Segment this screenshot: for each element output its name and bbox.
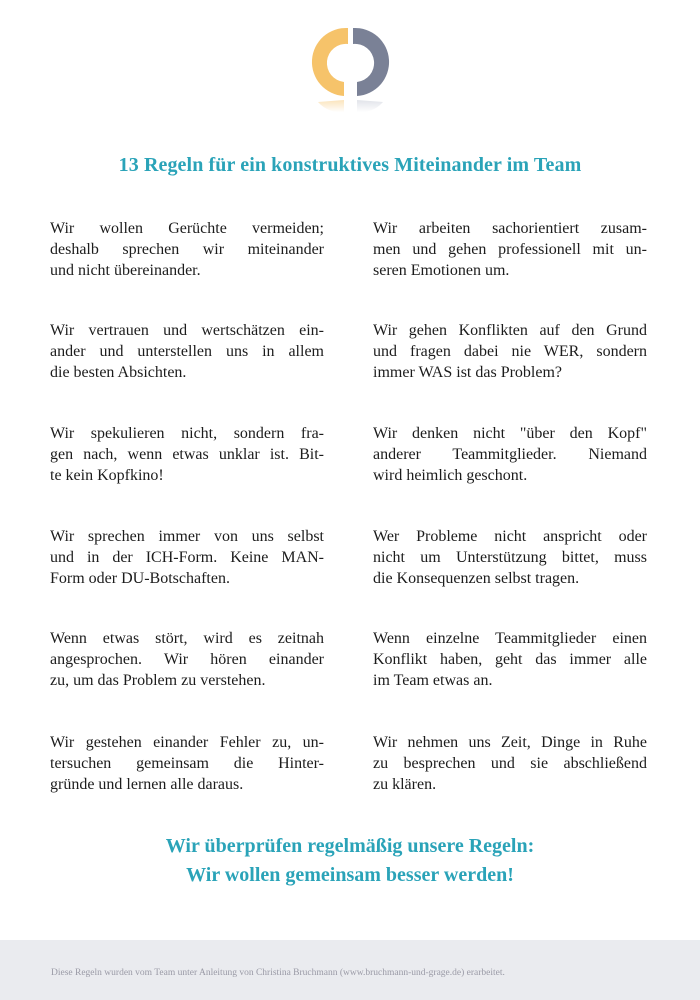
rule-line: zu klären. <box>373 776 437 793</box>
rule-line: Wenn etwas stört, wird es zeitnah <box>50 630 324 647</box>
rule-line: seren Emotionen um. <box>373 262 510 279</box>
rule-line: anderer Teammitglieder. Niemand <box>373 446 647 463</box>
rule-line: die Konsequenzen selbst tragen. <box>373 570 580 587</box>
rule-line: Wenn einzelne Teammitglieder einen <box>373 630 647 647</box>
rule-line: Wir gestehen einander Fehler zu, un- <box>50 734 324 751</box>
closing-line-2: Wir wollen gemeinsam besser werden! <box>186 864 514 886</box>
rule-line: nicht um Unterstützung bittet, muss <box>373 549 647 566</box>
rule-item <box>50 732 324 795</box>
rule-line: im Team etwas an. <box>373 672 493 689</box>
rule-line: gründe und lernen alle daraus. <box>50 776 244 793</box>
rule-item <box>50 526 324 589</box>
rule-line: Wir vertrauen und wertschätzen ein- <box>50 322 324 339</box>
rule-line: die besten Absichten. <box>50 364 187 381</box>
closing-statement <box>0 832 700 890</box>
rule-line: wird heimlich geschont. <box>373 467 528 484</box>
rule-item <box>50 628 324 691</box>
rule-line: deshalb sprechen wir miteinander <box>50 241 324 258</box>
rule-item <box>373 526 647 589</box>
ring-logo-icon <box>306 20 396 122</box>
rule-line: immer WAS ist das Problem? <box>373 364 563 381</box>
rule-item <box>373 218 647 281</box>
rule-line: zu, um das Problem zu verstehen. <box>50 672 266 689</box>
rule-line: und in der ICH-Form. Keine MAN- <box>50 549 324 566</box>
rule-line: Wir nehmen uns Zeit, Dinge in Ruhe <box>373 734 647 751</box>
rule-line: angesprochen. Wir hören einander <box>50 651 324 668</box>
footer <box>0 940 700 1000</box>
rule-item <box>50 218 324 281</box>
rule-line: Wir spekulieren nicht, sondern fra- <box>50 425 324 442</box>
rule-item <box>373 732 647 795</box>
rule-line: zu besprechen und sie abschließend <box>373 755 647 772</box>
rule-line: Wir wollen Gerüchte vermeiden; <box>50 220 324 237</box>
rule-line: Wir gehen Konflikten auf den Grund <box>373 322 647 339</box>
rule-line: Form oder DU-Botschaften. <box>50 570 230 587</box>
rule-line: gen nach, wenn etwas unklar ist. Bit- <box>50 446 324 463</box>
rule-item <box>50 320 324 383</box>
rule-line: Konflikt haben, geht das immer alle <box>373 651 647 668</box>
ring-logo <box>306 20 396 122</box>
footer-credit: Diese Regeln wurden vom Team unter Anleitung von Christina Bruchmann (www.bruchmann-und-grage.de) erarbeitet. <box>51 968 505 978</box>
rule-item <box>373 628 647 691</box>
page-title: 13 Regeln für ein konstruktives Miteinander im Team <box>118 154 582 176</box>
rule-line: und nicht übereinander. <box>50 262 201 279</box>
rule-line: te kein Kopfkino! <box>50 467 164 484</box>
rule-line: men und gehen professionell mit un- <box>373 241 647 258</box>
rule-item <box>373 423 647 486</box>
rule-line: Wir sprechen immer von uns selbst <box>50 528 324 545</box>
rule-item <box>50 423 324 486</box>
rule-line: Wer Probleme nicht anspricht oder <box>373 528 647 545</box>
rule-line: Wir denken nicht "über den Kopf" <box>373 425 647 442</box>
rule-line: tersuchen gemeinsam die Hinter- <box>50 755 324 772</box>
rule-line: Wir arbeiten sachorientiert zusam- <box>373 220 647 237</box>
rule-item <box>373 320 647 383</box>
rules-grid <box>50 218 650 808</box>
closing-line-1: Wir überprüfen regelmäßig unsere Regeln: <box>165 835 535 857</box>
rule-line: und fragen dabei nie WER, sondern <box>373 343 647 360</box>
rule-line: ander und unterstellen uns in allem <box>50 343 324 360</box>
